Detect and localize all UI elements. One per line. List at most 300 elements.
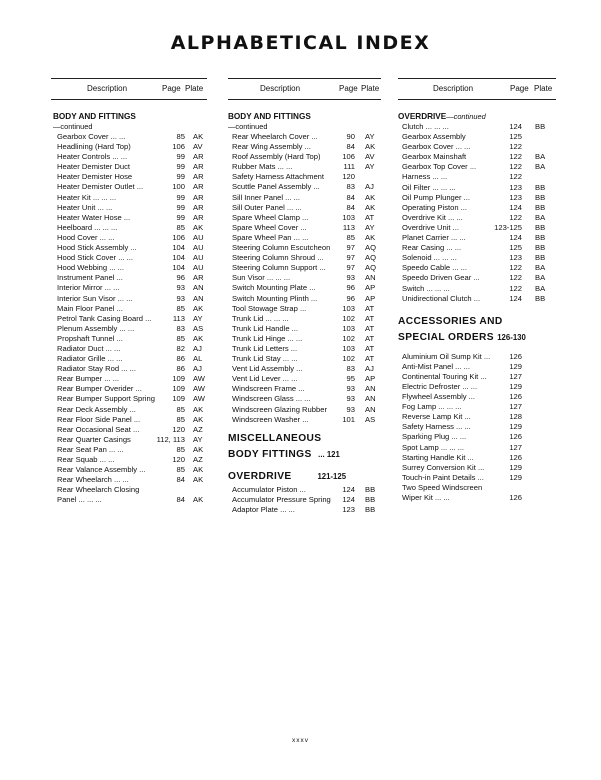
entry-plate: AR (193, 202, 204, 212)
index-entry (228, 142, 388, 152)
entry-page: 103 (342, 212, 355, 222)
entry-page: 85 (176, 414, 185, 424)
index-entry (53, 425, 213, 435)
entry-description: Spot Lamp ... ... ... (402, 442, 465, 452)
entry-plate: AK (193, 495, 204, 505)
entry-page: 125 (509, 132, 522, 142)
entry-description: Rear Seat Pan ... ... (57, 444, 124, 454)
entry-plate: AR (193, 162, 204, 172)
entry-plate: AU (193, 232, 204, 242)
index-entry (398, 432, 563, 442)
entry-description: Sun Visor ... ... ... (232, 273, 291, 283)
entry-plate: BB (535, 293, 546, 303)
entry-page: 126 (509, 493, 522, 502)
entry-description: Touch-in Paint Details ... (402, 472, 484, 482)
entry-description: Clutch ... ... ... (402, 122, 449, 131)
entry-page: 122 (509, 152, 522, 162)
entry-plate: BB (535, 192, 546, 202)
entry-page: 129 (509, 472, 522, 482)
entry-plate: AN (365, 384, 376, 394)
index-entry (398, 172, 563, 182)
index-entry (228, 405, 388, 415)
entry-page: 104 (172, 253, 185, 263)
index-entry (53, 334, 213, 344)
header-plate: Plate (185, 84, 204, 93)
index-entry (228, 203, 388, 213)
accessories-entry-list (398, 352, 563, 503)
entry-page: 99 (176, 202, 185, 212)
index-entry (398, 402, 563, 412)
entry-plate: BA (535, 273, 546, 283)
index-entry (53, 172, 213, 182)
entry-plate: AW (193, 394, 205, 404)
index-entry (228, 243, 388, 253)
index-entry (228, 324, 388, 334)
index-entry (228, 253, 388, 263)
entry-page: 85 (176, 333, 185, 343)
entry-description: Trunk Lid Letters ... (232, 343, 298, 353)
index-entry (53, 405, 213, 415)
column-header-3 (398, 78, 556, 100)
entry-plate: AT (365, 333, 375, 343)
entry-plate: AT (365, 303, 375, 313)
index-entry (398, 483, 563, 493)
entry-page: 126 (509, 392, 522, 402)
index-entry (53, 253, 213, 263)
entry-description: Rear Occasional Seat ... (57, 424, 140, 434)
index-entry (53, 455, 213, 465)
entry-description: Radiator Stay Rod ... ... (57, 364, 136, 374)
entry-plate: AY (365, 222, 375, 232)
entry-plate: AN (193, 283, 204, 293)
entry-page: 103 (342, 343, 355, 353)
misc-page-range: ... 121 (318, 449, 340, 459)
entry-description: Vent Lid Assembly ... (232, 364, 303, 374)
entry-plate: BB (535, 202, 546, 212)
entry-plate: BB (365, 504, 376, 514)
entry-plate: AT (365, 212, 375, 222)
entry-description: Rear Wheelarch Closing (57, 485, 140, 495)
entry-description: Spare Wheel Clamp ... (232, 212, 309, 222)
entry-plate: BA (535, 162, 546, 172)
entry-description: Vent Lid Lever ... ... (232, 374, 298, 384)
index-entry (53, 193, 213, 203)
entry-page: 86 (176, 364, 185, 374)
overdrive-title: OVERDRIVE (228, 470, 292, 482)
entry-description: Starting Handle Kit ... (402, 452, 474, 462)
index-entry (228, 304, 388, 314)
index-entry (228, 364, 388, 374)
entry-description: Rear Casing ... ... (402, 243, 462, 253)
index-entry (398, 193, 563, 203)
column-header-2 (228, 78, 381, 100)
entry-description: Sparking Plug ... ... (402, 432, 467, 442)
index-entry (228, 283, 388, 293)
entry-plate: BB (535, 182, 546, 192)
entry-plate: AN (193, 293, 204, 303)
entry-description: Rear Wing Assembly ... (232, 142, 311, 152)
entry-description: Windscreen Washer ... (232, 414, 309, 424)
entry-page: 126 (509, 452, 522, 462)
entry-description: Trunk Lid Handle ... (232, 323, 298, 333)
entry-description: Safety Harness ... ... (402, 422, 471, 432)
entry-plate: BB (535, 243, 546, 253)
entry-description: Flywheel Assembly ... (402, 392, 476, 402)
entry-plate: AQ (365, 263, 376, 273)
entry-plate: AR (193, 273, 204, 283)
entry-description: Switch ... ... ... (402, 283, 450, 293)
index-entry (53, 394, 213, 404)
entry-description: Speedo Driven Gear ... (402, 273, 480, 283)
entry-plate: AU (193, 253, 204, 263)
entry-plate: AK (193, 303, 204, 313)
entry-description: Accumulator Pressure Spring (232, 494, 331, 504)
index-entry (398, 352, 563, 362)
entry-plate: AK (365, 232, 376, 242)
index-entry (53, 495, 213, 505)
index-entry (228, 334, 388, 344)
index-entry (398, 223, 563, 233)
entry-page: 100 (172, 182, 185, 192)
entry-page: 104 (172, 263, 185, 273)
index-column-2 (228, 111, 388, 515)
index-entry (228, 394, 388, 404)
entry-plate: BA (535, 212, 546, 222)
entry-page: 113 (172, 313, 185, 323)
entry-list (398, 122, 563, 304)
entry-page: 83 (346, 364, 355, 374)
entry-page: 97 (346, 253, 355, 263)
index-entry (398, 453, 563, 463)
entry-page: 124 (342, 494, 355, 504)
entry-description: Windscreen Glass ... ... (232, 394, 311, 404)
entry-description: Gearbox Top Cover ... (402, 162, 477, 172)
entry-description: Accumulator Piston ... (232, 484, 306, 494)
entry-description: Adaptor Plate ... ... (232, 504, 295, 514)
index-entry (53, 132, 213, 142)
section-heading-text: OVERDRIVE (398, 112, 447, 121)
entry-list (228, 132, 388, 425)
index-entry (228, 132, 388, 142)
misc-heading (228, 431, 388, 447)
entry-description: Rubber Mats ... ... (232, 162, 293, 172)
index-entry (398, 122, 563, 132)
entry-page: 103 (342, 323, 355, 333)
entry-description: Rear Wheelarch ... ... (57, 475, 129, 485)
entry-page: 96 (176, 273, 185, 283)
entry-page: 84 (346, 202, 355, 212)
index-entry (398, 253, 563, 263)
entry-plate: AK (193, 404, 204, 414)
entry-description: Sill Outer Panel ... ... (232, 202, 302, 212)
index-entry (53, 384, 213, 394)
entry-description: Heater Kit ... ... ... (57, 192, 117, 202)
entry-description: Surrey Conversion Kit ... (402, 462, 485, 472)
entry-description: Steering Column Shroud ... (232, 253, 324, 263)
accessories-title-line1: ACCESSORIES AND (398, 315, 503, 327)
entry-plate: AW (193, 384, 205, 394)
entry-description: Hood Cover ... ... (57, 232, 115, 242)
entry-description: Spare Wheel Cover ... (232, 222, 307, 232)
entry-page: 84 (176, 475, 185, 485)
entry-description: Scuttle Panel Assembly ... (232, 182, 320, 192)
index-entry (53, 263, 213, 273)
entry-page: 129 (509, 462, 522, 472)
entry-description: Heater Water Hose ... (57, 212, 131, 222)
index-entry (228, 172, 388, 182)
entry-plate: AU (193, 263, 204, 273)
entry-page: 123 (342, 504, 355, 514)
entry-description: Heater Demister Duct (57, 162, 131, 172)
index-entry (398, 243, 563, 253)
entry-plate: AR (193, 182, 204, 192)
index-entry (53, 445, 213, 455)
entry-page: 124 (509, 202, 522, 212)
index-entry (53, 485, 213, 495)
entry-description: Continental Touring Kit ... (402, 371, 487, 381)
entry-plate: BB (535, 233, 546, 243)
index-entry (228, 505, 388, 515)
entry-plate: BA (535, 263, 546, 273)
entry-description: Instrument Panel ... (57, 273, 123, 283)
entry-plate: AS (193, 323, 204, 333)
entry-page: 124 (509, 122, 522, 131)
entry-page: 125 (509, 243, 522, 253)
accessories-heading-line2 (398, 330, 563, 346)
entry-page: 86 (176, 354, 185, 364)
entry-description: Headlining (Hard Top) (57, 142, 131, 152)
entry-page: 85 (176, 132, 185, 141)
section-heading: BODY AND FITTINGS (53, 112, 136, 121)
entry-list (53, 132, 213, 505)
entry-plate: AW (193, 374, 205, 384)
entry-description: Radiator Grille ... ... (57, 354, 123, 364)
entry-page: 127 (509, 442, 522, 452)
entry-page: 109 (172, 374, 185, 384)
entry-plate: AK (193, 414, 204, 424)
entry-page: 101 (342, 414, 355, 424)
index-entry (228, 152, 388, 162)
entry-description: Heater Demister Hose (57, 172, 133, 182)
entry-plate: BB (365, 494, 376, 504)
entry-plate: AZ (193, 455, 203, 464)
entry-description: Heater Unit ... ... (57, 202, 113, 212)
entry-description: Rear Valance Assembly ... (57, 465, 146, 475)
entry-page: 93 (346, 384, 355, 394)
entry-description: Heater Controls ... ... (57, 152, 128, 162)
entry-page: 106 (172, 232, 185, 242)
index-entry (398, 362, 563, 372)
entry-plate: AK (193, 444, 204, 454)
entry-plate: AK (365, 142, 376, 152)
entry-page: 102 (342, 354, 355, 364)
entry-page: 122 (509, 273, 522, 283)
entry-page: 126 (509, 432, 522, 442)
entry-plate: AJ (365, 182, 374, 192)
entry-description: Wiper Kit ... ... (402, 493, 450, 502)
entry-description: Sill Inner Panel ... ... (232, 192, 300, 202)
index-entry (228, 294, 388, 304)
misc-title-line1: MISCELLANEOUS (228, 432, 322, 444)
entry-page: 99 (176, 152, 185, 162)
continued-label: —continued (446, 112, 486, 121)
index-entry (53, 203, 213, 213)
entry-page: 93 (176, 283, 185, 293)
entry-description: Rear Deck Assembly ... (57, 404, 136, 414)
misc-heading-line2 (228, 447, 388, 463)
entry-plate: AT (365, 323, 375, 333)
section-heading (398, 111, 563, 122)
entry-page: 99 (176, 212, 185, 222)
entry-page: 123-125 (494, 222, 522, 232)
entry-plate: AN (365, 273, 376, 283)
entry-plate: AQ (365, 243, 376, 253)
entry-plate: AY (193, 313, 203, 323)
index-entry (228, 374, 388, 384)
entry-description: Speedo Cable ... ... (402, 263, 468, 273)
entry-description: Trunk Lid ... ... ... (232, 313, 289, 323)
entry-description: Propshaft Tunnel ... (57, 333, 123, 343)
header-plate: Plate (361, 84, 380, 93)
entry-page: 104 (172, 243, 185, 253)
accessories-page-range: 126-130 (497, 332, 526, 342)
entry-plate: AJ (365, 364, 374, 374)
entry-description: Trunk Lid Hinge ... ... (232, 333, 303, 343)
entry-plate: AY (365, 162, 375, 172)
entry-description: Switch Mounting Plinth ... (232, 293, 318, 303)
index-entry (53, 364, 213, 374)
entry-plate: AS (365, 414, 376, 424)
entry-plate: AY (365, 132, 375, 141)
entry-description: Gearbox Cover ... ... (402, 142, 471, 152)
entry-plate: AL (193, 354, 203, 364)
index-entry (398, 392, 563, 402)
entry-description: Harness ... ... (402, 172, 448, 182)
index-entry (398, 284, 563, 294)
entry-page: 123 (509, 192, 522, 202)
entry-page: 97 (346, 263, 355, 273)
index-entry (53, 233, 213, 243)
continued-label: —continued (53, 122, 93, 131)
index-entry (53, 304, 213, 314)
entry-page: 122 (509, 283, 522, 293)
entry-plate: AR (193, 152, 204, 162)
index-entry (53, 213, 213, 223)
index-entry (398, 294, 563, 304)
index-entry (398, 162, 563, 172)
entry-page: 113 (342, 222, 355, 232)
index-entry (228, 263, 388, 273)
entry-description: Oil Pump Plunger ... (402, 192, 470, 202)
entry-description: Windscreen Frame ... (232, 384, 305, 394)
entry-description: Steering Column Escutcheon (232, 243, 331, 253)
header-description: Description (87, 84, 128, 93)
entry-description: Operating Piston ... (402, 202, 468, 212)
index-entry (398, 152, 563, 162)
header-page: Page (162, 84, 181, 93)
index-entry (53, 324, 213, 334)
entry-page: 93 (176, 293, 185, 303)
entry-page: 123 (509, 182, 522, 192)
index-entry (53, 142, 213, 152)
entry-page: 93 (346, 404, 355, 414)
entry-description: Hood Webbing ... ... (57, 263, 124, 273)
index-entry (398, 233, 563, 243)
entry-plate: AK (193, 475, 204, 485)
index-entry (53, 294, 213, 304)
index-entry (228, 273, 388, 283)
entry-page: 120 (172, 455, 185, 464)
index-entry (228, 354, 388, 364)
index-entry (53, 354, 213, 364)
entry-description: Petrol Tank Casing Board ... (57, 313, 152, 323)
entry-page: 120 (342, 172, 355, 182)
entry-page: 95 (346, 374, 355, 384)
index-entry (53, 314, 213, 324)
entry-page: 97 (346, 243, 355, 253)
index-entry (53, 435, 213, 445)
entry-description: Interior Mirror ... ... (57, 283, 120, 293)
entry-plate: BB (535, 222, 546, 232)
entry-plate: BB (535, 253, 546, 263)
entry-plate: AK (193, 333, 204, 343)
index-entry (53, 243, 213, 253)
entry-page: 122 (509, 142, 522, 152)
index-entry (398, 493, 563, 503)
entry-page: 124 (509, 293, 522, 303)
entry-page: 127 (509, 371, 522, 381)
index-entry (228, 415, 388, 425)
overdrive-heading (228, 469, 388, 485)
index-entry (53, 344, 213, 354)
entry-description: Radiator Duct ... ... (57, 343, 121, 353)
entry-page: 122 (509, 172, 522, 182)
entry-plate: AK (193, 465, 204, 475)
entry-page: 84 (346, 142, 355, 152)
entry-plate: AN (365, 394, 376, 404)
entry-page: 128 (509, 412, 522, 422)
entry-plate: AK (365, 202, 376, 212)
header-plate: Plate (534, 84, 553, 93)
entry-description: Rear Bumper Support Spring (57, 394, 155, 404)
entry-description: Fog Lamp ... ... ... (402, 402, 462, 412)
entry-page: 82 (176, 343, 185, 353)
index-entry (228, 314, 388, 324)
entry-page: 84 (346, 192, 355, 202)
entry-plate: AV (365, 152, 375, 162)
entry-description: Steering Column Support ... (232, 263, 326, 273)
entry-page: 85 (346, 232, 355, 242)
entry-description: Switch Mounting Plate ... (232, 283, 316, 293)
entry-page: 99 (176, 192, 185, 202)
entry-description: Plenum Assembly ... ... (57, 323, 135, 333)
index-entry (228, 213, 388, 223)
entry-plate: AR (193, 172, 204, 182)
entry-page: 122 (509, 263, 522, 273)
entry-page: 123 (509, 253, 522, 263)
entry-plate: BB (535, 122, 546, 131)
entry-page: 83 (346, 182, 355, 192)
entry-plate: AR (193, 192, 204, 202)
index-entry (53, 283, 213, 293)
entry-page: 99 (176, 172, 185, 182)
entry-plate: AP (365, 374, 376, 384)
accessories-title-line2: SPECIAL ORDERS (398, 331, 494, 343)
entry-description: Trunk Lid Stay ... ... (232, 354, 298, 364)
entry-page: 93 (346, 394, 355, 404)
index-entry (53, 182, 213, 192)
entry-description: Rear Bumper ... ... (57, 374, 120, 384)
